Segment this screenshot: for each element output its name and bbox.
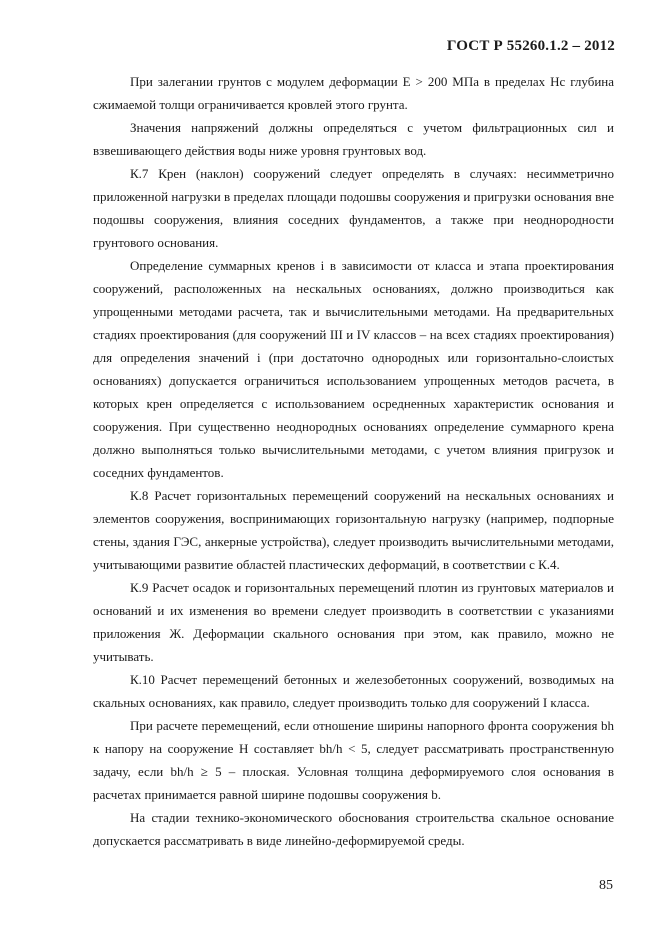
page-number: 85 [599, 878, 613, 893]
paragraph: К.10 Расчет перемещений бетонных и железобетонных сооружений, возводимых на скальных основаниях, как правило, следует производить только для сооружений I класса. [93, 672, 614, 710]
paragraph: Значения напряжений должны определяться с учетом фильтрационных сил и взвешивающего действия воды ниже уровня грунтовых вод. [93, 120, 614, 158]
paragraph: При залегании грунтов с модулем деформации E > 200 МПа в пределах Hс глубина сжимаемой толщи ограничивается кровлей этого грунта. [93, 74, 614, 112]
paragraph: На стадии технико-экономического обоснования строительства скальное основание допускается рассматривать в виде линейно-деформируемой среды. [93, 810, 614, 848]
paragraph: К.9 Расчет осадок и горизонтальных перемещений плотин из грунтовых материалов и оснований и их изменения во времени следует производить в соответствии с указаниями приложения Ж. Деформации скального основания при этом, как правило, можно не учитывать. [93, 580, 614, 664]
paragraph: При расчете перемещений, если отношение ширины напорного фронта сооружения bh к напору на сооружение H составляет bh/h < 5, следует рассматривать пространственную задачу, если bh/h ≥ 5 – плоская. Условная толщина деформируемого слоя основания в расчетах принимается равной ширине подошвы сооружения b. [93, 718, 614, 802]
paragraph: К.7 Крен (наклон) сооружений следует определять в случаях: несимметрично приложенной нагрузки в пределах площади подошвы сооружения и пригрузки основания вне подошвы сооружения, влияния соседних фундаментов, а также при неоднородности грунтового основания. [93, 166, 614, 250]
standard-code-header: ГОСТ Р 55260.1.2 – 2012 [446, 38, 615, 54]
paragraph: К.8 Расчет горизонтальных перемещений сооружений на нескальных основаниях и элементов сооружения, воспринимающих горизонтальную нагрузку (например, подпорные стены, здания ГЭС, анкерные устройства), следует производить вычислительными методами, учитывающими развитие областей пластических деформаций, в соответствии с К.4. [93, 488, 614, 572]
document-body [93, 70, 614, 852]
paragraph: Определение суммарных кренов i в зависимости от класса и этапа проектирования сооружений, расположенных на нескальных основаниях, должно производиться как упрощенными методами расчета, так и вычислительными методами. На предварительных стадиях проектирования (для сооружений III и IV классов – на всех стадиях проектирования) для определения значений i (при достаточно однородных или горизонтально-слоистых основаниях) допускается ограничиться использованием упрощенных методов расчета, в которых крен определяется с использованием осредненных характеристик основания и сооружения. При существенно неоднородных основаниях определение суммарного крена должно выполняться только вычислительными методами, с учетом влияния пригрузок и соседних фундаментов. [93, 258, 614, 480]
